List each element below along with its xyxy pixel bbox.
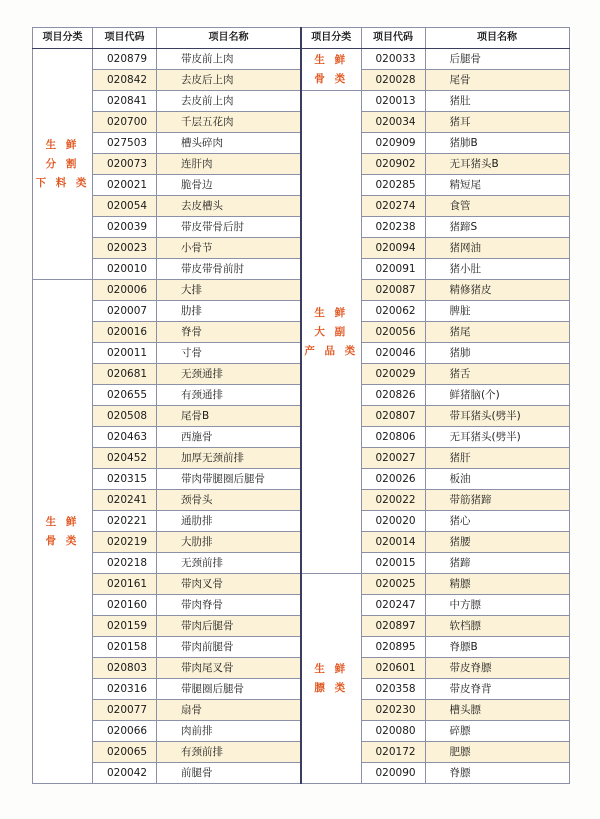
item-name: 有颈前排 <box>157 742 301 763</box>
item-code: 020026 <box>361 469 425 490</box>
item-code: 020316 <box>93 679 157 700</box>
item-code: 020452 <box>93 448 157 469</box>
item-name: 西施骨 <box>157 427 301 448</box>
item-name: 颈骨头 <box>157 490 301 511</box>
item-code: 020274 <box>361 196 425 217</box>
item-code: 020285 <box>361 175 425 196</box>
item-code: 020221 <box>93 511 157 532</box>
item-name: 带皮脊膘 <box>425 658 569 679</box>
item-code: 020160 <box>93 595 157 616</box>
item-code: 020897 <box>361 616 425 637</box>
item-code: 020056 <box>361 322 425 343</box>
item-name: 大肋排 <box>157 532 301 553</box>
item-code: 020020 <box>361 511 425 532</box>
header-code: 项目代码 <box>93 28 157 49</box>
item-code: 020080 <box>361 721 425 742</box>
item-name: 精膘 <box>425 574 569 595</box>
item-code: 020077 <box>93 700 157 721</box>
item-code: 020655 <box>93 385 157 406</box>
item-code: 020842 <box>93 70 157 91</box>
right-table <box>300 27 570 784</box>
item-code: 020803 <box>93 658 157 679</box>
category-label-line: 产 品 类 <box>304 344 359 357</box>
item-name: 猪肝 <box>425 448 569 469</box>
item-code: 020034 <box>361 112 425 133</box>
item-code: 020219 <box>93 532 157 553</box>
item-code: 020042 <box>93 763 157 784</box>
item-name: 鲜猪脑(个) <box>425 385 569 406</box>
item-code: 020011 <box>93 343 157 364</box>
category-label-line: 生 鲜 <box>45 515 80 528</box>
item-code: 020062 <box>361 301 425 322</box>
item-name: 带皮带骨前肘 <box>157 259 301 280</box>
item-code: 020054 <box>93 196 157 217</box>
right-table-body <box>301 49 569 784</box>
item-name: 猪尾 <box>425 322 569 343</box>
item-name: 无颈前排 <box>157 553 301 574</box>
item-name: 脆骨边 <box>157 175 301 196</box>
item-code: 020895 <box>361 637 425 658</box>
item-name: 猪耳 <box>425 112 569 133</box>
left-table-half <box>32 27 300 784</box>
category-label-line: 生 鲜 <box>314 306 349 319</box>
left-table <box>32 27 301 784</box>
item-code: 020463 <box>93 427 157 448</box>
item-name: 大排 <box>157 280 301 301</box>
item-name: 带肉带腿圈后腿骨 <box>157 469 301 490</box>
table-row <box>33 280 301 301</box>
item-name: 无耳猪头(劈半) <box>425 427 569 448</box>
item-code: 020230 <box>361 700 425 721</box>
item-name: 后腿骨 <box>425 49 569 70</box>
item-name: 食管 <box>425 196 569 217</box>
item-code: 020090 <box>361 763 425 784</box>
item-code: 020010 <box>93 259 157 280</box>
item-name: 前腿骨 <box>157 763 301 784</box>
item-code: 020015 <box>361 553 425 574</box>
left-header-row <box>33 28 301 49</box>
item-code: 020161 <box>93 574 157 595</box>
item-name: 小骨节 <box>157 238 301 259</box>
item-name: 带耳猪头(劈半) <box>425 406 569 427</box>
item-code: 027503 <box>93 133 157 154</box>
item-code: 020700 <box>93 112 157 133</box>
item-name: 槽头膘 <box>425 700 569 721</box>
item-name: 猪心 <box>425 511 569 532</box>
item-code: 020094 <box>361 238 425 259</box>
item-name: 无耳猪头B <box>425 154 569 175</box>
header-name: 项目名称 <box>157 28 301 49</box>
category-label-line: 分 割 <box>45 157 80 170</box>
item-code: 020023 <box>93 238 157 259</box>
item-name: 精修猪皮 <box>425 280 569 301</box>
item-code: 020601 <box>361 658 425 679</box>
item-code: 020841 <box>93 91 157 112</box>
table-row <box>301 49 569 70</box>
item-name: 猪小肚 <box>425 259 569 280</box>
item-code: 020022 <box>361 490 425 511</box>
item-code: 020315 <box>93 469 157 490</box>
category-label <box>301 91 361 574</box>
item-name: 无颈通排 <box>157 364 301 385</box>
item-name: 软档膘 <box>425 616 569 637</box>
item-name: 连肝肉 <box>157 154 301 175</box>
item-name: 中方膘 <box>425 595 569 616</box>
item-code: 020021 <box>93 175 157 196</box>
item-name: 去皮前上肉 <box>157 91 301 112</box>
category-label <box>33 280 93 784</box>
item-name: 猪蹄S <box>425 217 569 238</box>
item-name: 脊骨 <box>157 322 301 343</box>
item-code: 020218 <box>93 553 157 574</box>
item-name: 肥膘 <box>425 742 569 763</box>
item-code: 020039 <box>93 217 157 238</box>
item-code: 020087 <box>361 280 425 301</box>
item-name: 尾骨B <box>157 406 301 427</box>
category-label-line: 生 鲜 <box>45 138 80 151</box>
item-name: 猪肚 <box>425 91 569 112</box>
item-name: 脾脏 <box>425 301 569 322</box>
item-name: 猪舌 <box>425 364 569 385</box>
table-row <box>33 49 301 70</box>
item-code: 020007 <box>93 301 157 322</box>
item-code: 020158 <box>93 637 157 658</box>
item-name: 加厚无颈前排 <box>157 448 301 469</box>
category-label-line: 骨 类 <box>45 534 80 547</box>
item-name: 有颈通排 <box>157 385 301 406</box>
item-name: 带皮前上肉 <box>157 49 301 70</box>
right-header-row <box>301 28 569 49</box>
item-code: 020014 <box>361 532 425 553</box>
item-name: 千层五花肉 <box>157 112 301 133</box>
item-name: 肋排 <box>157 301 301 322</box>
right-table-half <box>300 27 568 784</box>
item-code: 020066 <box>93 721 157 742</box>
category-label <box>301 574 361 784</box>
item-name: 寸骨 <box>157 343 301 364</box>
item-name: 脊膘B <box>425 637 569 658</box>
item-name: 去皮后上肉 <box>157 70 301 91</box>
item-code: 020172 <box>361 742 425 763</box>
category-label-line: 生 鲜 <box>314 53 349 66</box>
item-code: 020826 <box>361 385 425 406</box>
item-code: 020681 <box>93 364 157 385</box>
item-name: 猪腰 <box>425 532 569 553</box>
item-code: 020029 <box>361 364 425 385</box>
item-name: 精短尾 <box>425 175 569 196</box>
header-category: 项目分类 <box>33 28 93 49</box>
item-name: 带肉后腿骨 <box>157 616 301 637</box>
category-label-line: 膘 类 <box>314 681 349 694</box>
item-name: 带肉尾叉骨 <box>157 658 301 679</box>
item-code: 020807 <box>361 406 425 427</box>
table-row <box>301 91 569 112</box>
category-label <box>33 49 93 280</box>
item-name: 猪网油 <box>425 238 569 259</box>
category-label-line: 骨 类 <box>314 72 349 85</box>
item-code: 020159 <box>93 616 157 637</box>
item-name: 带腿圈后腿骨 <box>157 679 301 700</box>
item-code: 020902 <box>361 154 425 175</box>
item-code: 020238 <box>361 217 425 238</box>
left-table-body <box>33 49 301 784</box>
item-code: 020508 <box>93 406 157 427</box>
item-name: 扇骨 <box>157 700 301 721</box>
header-category: 项目分类 <box>301 28 361 49</box>
item-name: 带肉脊骨 <box>157 595 301 616</box>
item-code: 020073 <box>93 154 157 175</box>
item-name: 板油 <box>425 469 569 490</box>
item-code: 020025 <box>361 574 425 595</box>
item-name: 带皮脊背 <box>425 679 569 700</box>
item-code: 020006 <box>93 280 157 301</box>
item-code: 020358 <box>361 679 425 700</box>
item-name: 碎膘 <box>425 721 569 742</box>
item-name: 猪蹄 <box>425 553 569 574</box>
item-code: 020806 <box>361 427 425 448</box>
category-label-line: 生 鲜 <box>314 662 349 675</box>
item-name: 猪肺 <box>425 343 569 364</box>
item-name: 带肉叉骨 <box>157 574 301 595</box>
item-name: 去皮槽头 <box>157 196 301 217</box>
item-name: 带筋猪蹄 <box>425 490 569 511</box>
header-code: 项目代码 <box>361 28 425 49</box>
header-name: 项目名称 <box>425 28 569 49</box>
item-name: 肉前排 <box>157 721 301 742</box>
item-name: 通肋排 <box>157 511 301 532</box>
item-code: 020028 <box>361 70 425 91</box>
item-code: 020909 <box>361 133 425 154</box>
item-name: 带肉前腿骨 <box>157 637 301 658</box>
item-code: 020065 <box>93 742 157 763</box>
category-label-line: 下 料 类 <box>35 176 90 189</box>
item-name: 猪肺B <box>425 133 569 154</box>
item-name: 槽头碎肉 <box>157 133 301 154</box>
item-name: 脊膘 <box>425 763 569 784</box>
item-name: 带皮带骨后肘 <box>157 217 301 238</box>
item-code: 020027 <box>361 448 425 469</box>
item-code: 020091 <box>361 259 425 280</box>
item-code: 020033 <box>361 49 425 70</box>
item-code: 020016 <box>93 322 157 343</box>
table-row <box>301 574 569 595</box>
category-label-line: 大 副 <box>314 325 349 338</box>
item-code: 020879 <box>93 49 157 70</box>
category-label <box>301 49 361 91</box>
item-code: 020013 <box>361 91 425 112</box>
item-name: 尾骨 <box>425 70 569 91</box>
item-code: 020046 <box>361 343 425 364</box>
item-code: 020247 <box>361 595 425 616</box>
item-code: 020241 <box>93 490 157 511</box>
